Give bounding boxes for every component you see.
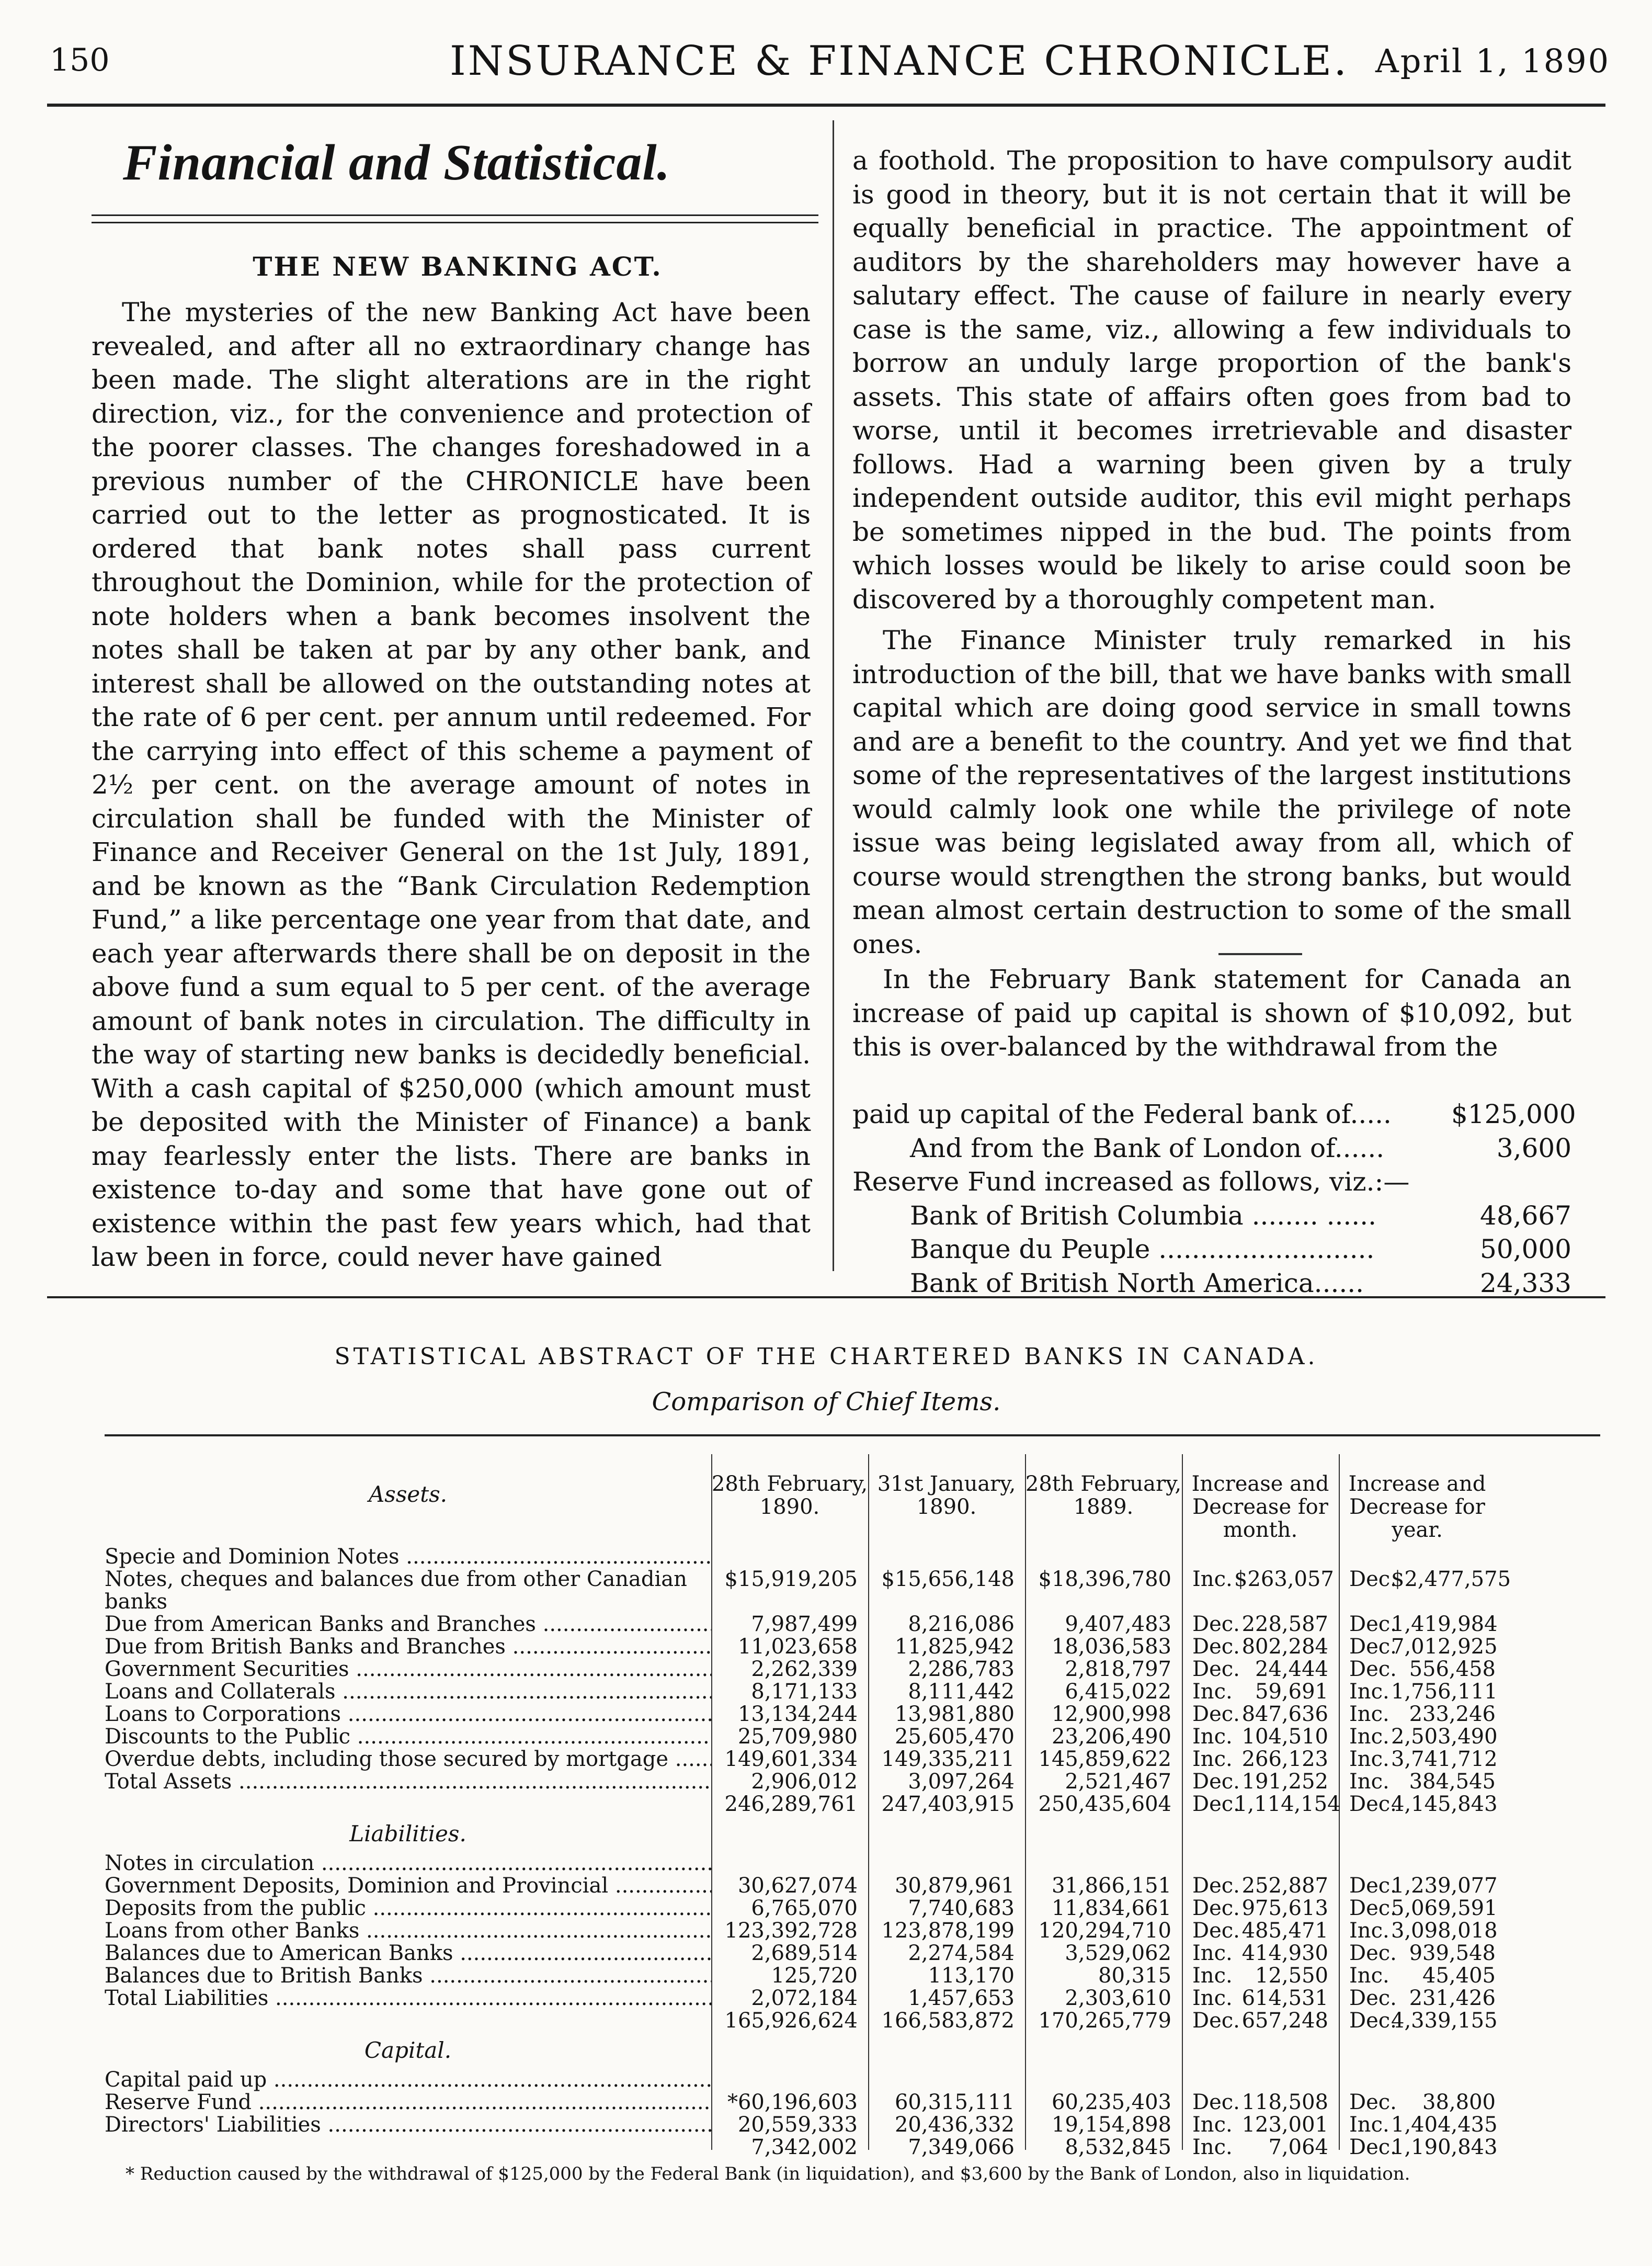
month-change-value: 228,587	[1241, 1612, 1328, 1636]
statement-paragraph: In the February Bank statement for Canada an increase of paid up capital is shown of $10,092, but this is over-balanced by the withdrawal from the	[852, 964, 1571, 1062]
article-paragraph: The Finance Minister truly remarked in his introduction of the bill, that we have banks with small capital which are doing good service in small towns and are a benefit to the country. And yet we find that some of the representatives of the largest institutions would calmly look one while the privilege of note issue was being legislated away from all, which of course would strengthen the strong banks, but would mean almost certain destruction to some of the small ones.	[852, 625, 1571, 959]
year-change-type: Inc.	[1349, 1770, 1389, 1794]
year-change-value: 3,098,018	[1391, 1919, 1498, 1943]
value-jan-1890: 113,170	[928, 1964, 1015, 1988]
year-change-type	[1339, 2069, 1391, 2091]
statement-amount: 24,333	[1480, 1267, 1571, 1298]
year-change-type: Inc.	[1349, 1919, 1389, 1943]
month-change-value: 802,284	[1241, 1635, 1328, 1659]
table-row	[105, 1793, 1600, 1816]
value-feb-1890	[711, 2069, 868, 2091]
statement-label: Banque du Peuple ..........................	[910, 1234, 1375, 1264]
statement-line	[852, 1266, 1571, 1300]
year-change-value: 384,545	[1409, 1770, 1496, 1794]
month-change-type: Inc.	[1192, 1747, 1233, 1771]
row-label: Government Deposits, Dominion and Provincial .....	[105, 1875, 711, 1897]
value-jan-1890: 13,981,880	[894, 1702, 1015, 1726]
value-feb-1889: 2,521,467	[1065, 1770, 1171, 1794]
value-feb-1890: 125,720	[771, 1964, 858, 1988]
value-feb-1890	[711, 1852, 868, 1875]
value-jan-1890: 8,111,442	[908, 1680, 1015, 1704]
year-change-value: 5,069,591	[1391, 1896, 1498, 1920]
value-feb-1889: 250,435,604	[1038, 1792, 1171, 1816]
value-feb-1889: 60,235,403	[1051, 2090, 1171, 2114]
value-feb-1890: 6,765,070	[751, 1896, 858, 1920]
month-change-type: Dec.	[1192, 1635, 1240, 1659]
month-change-type: Inc.	[1192, 2135, 1233, 2159]
article-heading: THE NEW BANKING ACT.	[253, 251, 663, 282]
month-change-value: 485,471	[1241, 1919, 1328, 1943]
year-change-type: Dec.	[1349, 2009, 1397, 2033]
month-change-value	[1234, 1852, 1339, 1875]
month-change-value: 414,930	[1241, 1941, 1328, 1965]
month-change-value: 252,887	[1241, 1874, 1328, 1898]
section-subheading: Liabilities.	[349, 1821, 466, 1846]
table-row	[105, 1748, 1600, 1771]
year-change-value: 45,405	[1422, 1964, 1496, 1988]
row-label: Notes in circulation .....	[105, 1852, 711, 1875]
month-change-value: 104,510	[1241, 1725, 1328, 1749]
month-change-value: 657,248	[1241, 2009, 1328, 2033]
header-month-change: Increase and Decrease for month.	[1191, 1472, 1329, 1542]
bank-statement-lines	[852, 1097, 1576, 1300]
year-change-value: 4,339,155	[1391, 2009, 1498, 2033]
value-feb-1890: 30,627,074	[737, 1874, 858, 1898]
year-change-type: Inc.	[1349, 1680, 1389, 1704]
table-row	[105, 1703, 1600, 1726]
table-row	[105, 1875, 1600, 1897]
table-row	[105, 1546, 1600, 1568]
value-feb-1890: *60,196,603	[727, 2090, 858, 2114]
value-feb-1889: 18,036,583	[1051, 1635, 1171, 1659]
row-label: Loans to Corporations .....	[105, 1703, 711, 1726]
value-jan-1890: 25,605,470	[894, 1725, 1015, 1749]
row-label: Due from American Banks and Branches .....	[105, 1613, 711, 1636]
value-feb-1890: 2,072,184	[751, 1986, 858, 2010]
year-change-type: Dec.	[1349, 1896, 1397, 1920]
value-feb-1890: 2,262,339	[751, 1657, 858, 1681]
value-jan-1890: 2,286,783	[908, 1657, 1015, 1681]
month-change-type: Dec.	[1192, 1919, 1240, 1943]
value-feb-1889: 145,859,622	[1038, 1747, 1171, 1771]
month-change-value: $263,057	[1234, 1567, 1334, 1591]
statement-amount: 50,000	[1480, 1234, 1571, 1264]
year-change-type: Dec.	[1349, 1567, 1397, 1591]
value-feb-1889: 11,834,661	[1051, 1896, 1171, 1920]
statement-line	[852, 1232, 1571, 1266]
value-feb-1890: 7,342,002	[751, 2135, 858, 2159]
table-row	[105, 1771, 1600, 1793]
table-row	[105, 2091, 1600, 2114]
article-paragraph: The mysteries of the new Banking Act have been revealed, and after all no extraordinary change has been made. The slight alterations are in the right direction, viz., for the convenience and protection of the poorer classes. The changes foreshadowed in a previous number of the CHRONICLE have been carried out to the letter as prognosticated. It is ordered that bank notes shall pass current throughout the Dominion, while for the protection of note holders when a bank becomes insolvent the notes shall be taken at par by any other bank, and interest shall be allowed on the outstanding notes at the rate of 6 per cent. per annum until redeemed. For the carrying into effect of this scheme a payment of 2½ per cent. on the average amount of notes in circulation shall be funded with the Minister of Finance and Receiver General on the 1st July, 1891, and be known as the “Bank Circulation Redemption Fund,” a like percentage one year from that date, and each year afterwards there shall be on deposit in the above fund a sum equal to 5 per cent. of the average amount of bank notes in circulation. The difficulty in the way of starting new banks is decidedly beneficial. With a cash capital of $250,000 (which amount must be deposited with the Minister of Finance) a bank may fearlessly enter the lists. There are banks in existence to-day and some that have gone out of existence within the past few years which, had that law been in force, could never have gained	[92, 297, 811, 1272]
year-change-type: Dec.	[1349, 1874, 1397, 1898]
statement-label: paid up capital of the Federal bank of.....	[852, 1099, 1392, 1129]
statement-amount: 48,667	[1480, 1200, 1571, 1231]
header-year-change: Increase and Decrease for year.	[1348, 1472, 1486, 1542]
month-change-value: 266,123	[1241, 1747, 1328, 1771]
row-label: Directors' Liabilities .....	[105, 2114, 711, 2136]
row-label: Due from British Banks and Branches .....	[105, 1636, 711, 1658]
abstract-title: STATISTICAL ABSTRACT OF THE CHARTERED BANKS IN CANADA.	[334, 1343, 1318, 1370]
article-right-column	[852, 144, 1571, 961]
month-change-value: 1,114,154	[1234, 1792, 1341, 1816]
row-label	[105, 2010, 711, 2032]
abstract-rule	[105, 1434, 1600, 1436]
year-change-value	[1391, 2069, 1496, 2091]
year-change-type: Dec.	[1349, 1612, 1397, 1636]
month-change-type: Inc.	[1192, 1567, 1233, 1591]
year-change-value: 1,756,111	[1391, 1680, 1498, 1704]
month-change-value: 118,508	[1241, 2090, 1328, 2114]
value-jan-1890: 123,878,199	[881, 1919, 1015, 1943]
statement-label: Bank of British North America......	[910, 1267, 1364, 1298]
month-change-type: Inc.	[1192, 1964, 1233, 1988]
row-label: Overdue debts, including those secured by mortgage .....	[105, 1748, 711, 1771]
statement-amount: $125,000	[1451, 1099, 1576, 1129]
month-change-value	[1234, 1546, 1339, 1568]
row-label: Total Liabilities .....	[105, 1987, 711, 2010]
statement-line	[852, 1131, 1571, 1165]
table-row	[105, 1942, 1600, 1965]
month-change-type: Inc.	[1192, 1941, 1233, 1965]
year-change-value: 4,145,843	[1391, 1792, 1498, 1816]
row-label: Balances due to British Banks .....	[105, 1965, 711, 1987]
year-change-type: Dec.	[1349, 1792, 1397, 1816]
value-jan-1890	[868, 1546, 1025, 1568]
value-feb-1889	[1025, 2069, 1182, 2091]
section-title: Financial and Statistical.	[123, 134, 671, 191]
row-label: Capital paid up .....	[105, 2069, 711, 2091]
footnote: * Reduction caused by the withdrawal of $125,000 by the Federal Bank (in liquidation), and $3,600 by the Bank of London, also in liquidation.	[126, 2163, 1410, 2184]
row-label: Specie and Dominion Notes .....	[105, 1546, 711, 1568]
value-feb-1889	[1025, 1546, 1182, 1568]
statement-label: And from the Bank of London of......	[910, 1132, 1385, 1163]
year-change-type: Inc.	[1349, 1747, 1389, 1771]
value-feb-1890: 149,601,334	[724, 1747, 858, 1771]
abstract-subtitle: Comparison of Chief Items.	[652, 1387, 1001, 1417]
table-row	[105, 1613, 1600, 1636]
year-change-type: Inc.	[1349, 1964, 1389, 1988]
month-change-type: Dec.	[1192, 1874, 1240, 1898]
value-jan-1890: 8,216,086	[908, 1612, 1015, 1636]
month-change-type	[1182, 1852, 1234, 1875]
table-row	[105, 1965, 1600, 1987]
value-feb-1890: 2,906,012	[751, 1770, 858, 1794]
row-label: Deposits from the public .....	[105, 1897, 711, 1920]
row-label: Total Assets .....	[105, 1771, 711, 1793]
value-feb-1889: 12,900,998	[1051, 1702, 1171, 1726]
article-left-column	[92, 296, 811, 1274]
year-change-type: Inc.	[1349, 2113, 1389, 2137]
year-change-value: 2,503,490	[1391, 1725, 1498, 1749]
month-change-type: Dec.	[1192, 2090, 1240, 2114]
month-change-type: Inc.	[1192, 1680, 1233, 1704]
year-change-type: Inc.	[1349, 1702, 1389, 1726]
statement-line	[852, 1165, 1571, 1199]
month-change-type: Dec.	[1192, 1612, 1240, 1636]
header-feb-1890: 28th February, 1890.	[711, 1472, 868, 1519]
value-feb-1889: 8,532,845	[1065, 2135, 1171, 2159]
statement-label: Reserve Fund increased as follows, viz.:—	[852, 1166, 1410, 1197]
statement-line	[852, 1097, 1576, 1131]
year-change-type: Inc.	[1349, 1725, 1389, 1749]
row-label	[105, 2136, 711, 2159]
year-change-type: Dec.	[1349, 2090, 1397, 2114]
value-jan-1890: 7,349,066	[908, 2135, 1015, 2159]
value-feb-1890: 8,171,133	[751, 1680, 858, 1704]
year-change-value: 38,800	[1422, 2090, 1496, 2114]
month-change-type: Inc.	[1192, 1725, 1233, 1749]
value-jan-1890: 30,879,961	[894, 1874, 1015, 1898]
year-change-type: Dec.	[1349, 1657, 1397, 1681]
value-feb-1889: 2,818,797	[1065, 1657, 1171, 1681]
year-change-value: $2,477,575	[1391, 1567, 1511, 1591]
value-feb-1889: 9,407,483	[1065, 1612, 1171, 1636]
value-jan-1890	[868, 1852, 1025, 1875]
month-change-type: Dec.	[1192, 1657, 1240, 1681]
row-label: Notes, cheques and balances due from other Canadian banks .....	[105, 1568, 711, 1613]
month-change-type: Inc.	[1192, 1986, 1233, 2010]
year-change-value	[1391, 1852, 1496, 1875]
value-jan-1890: 2,274,584	[908, 1941, 1015, 1965]
year-change-value: 1,404,435	[1391, 2113, 1498, 2137]
article-paragraph: a foothold. The proposition to have compulsory audit is good in theory, but it is not certain that it will be equally beneficial in practice. The appointment of auditors by the shareholders may however have a salutary effect. The cause of failure in nearly every case is the same, viz., allowing a few individuals to borrow an unduly large proportion of the bank's assets. This state of affairs often goes from bad to worse, until it becomes irretrievable and disaster follows. Had a warning been given by a truly independent outside auditor, this evil might perhaps be sometimes nipped in the bud. The points from which losses would be likely to arise could soon be discovered by a thoroughly competent man.	[852, 145, 1571, 615]
table-row	[105, 1636, 1600, 1658]
table-row	[105, 2114, 1600, 2136]
year-change-type: Dec.	[1349, 2135, 1397, 2159]
month-change-value: 847,636	[1241, 1702, 1328, 1726]
statement-label: Bank of British Columbia ........ ......	[910, 1200, 1376, 1231]
month-change-type: Dec.	[1192, 2009, 1240, 2033]
column-divider	[833, 120, 834, 1271]
row-label	[105, 1793, 711, 1816]
row-label: Loans and Collaterals .....	[105, 1681, 711, 1703]
section-subheading: Capital.	[364, 2037, 452, 2063]
value-feb-1889: 120,294,710	[1038, 1919, 1171, 1943]
value-feb-1889: 2,303,610	[1065, 1986, 1171, 2010]
page-number: 150	[50, 42, 110, 78]
bank-statement-intro	[852, 962, 1571, 1064]
row-label: Government Securities .....	[105, 1658, 711, 1681]
month-change-type	[1182, 2069, 1234, 2091]
value-jan-1890: $15,656,148	[881, 1567, 1015, 1591]
value-feb-1889: $18,396,780	[1038, 1567, 1171, 1591]
header-assets: Assets.	[368, 1481, 448, 1507]
month-change-value: 59,691	[1255, 1680, 1328, 1704]
month-change-type	[1182, 1546, 1234, 1568]
table-body	[105, 1546, 1600, 2159]
year-change-value: 1,190,843	[1391, 2135, 1498, 2159]
value-jan-1890: 20,436,332	[894, 2113, 1015, 2137]
header-jan-1890: 31st January, 1890.	[877, 1472, 1016, 1519]
table-row	[105, 2136, 1600, 2159]
value-feb-1890: 246,289,761	[724, 1792, 858, 1816]
table-row	[105, 1920, 1600, 1942]
month-change-type: Dec.	[1192, 1770, 1240, 1794]
month-change-value: 12,550	[1255, 1964, 1328, 1988]
year-change-type: Dec.	[1349, 1941, 1397, 1965]
value-jan-1890: 11,825,942	[894, 1635, 1015, 1659]
month-change-type: Dec.	[1192, 1792, 1240, 1816]
value-feb-1889: 23,206,490	[1051, 1725, 1171, 1749]
month-change-type: Dec.	[1192, 1702, 1240, 1726]
value-feb-1890: 11,023,658	[737, 1635, 858, 1659]
value-feb-1889: 170,265,779	[1038, 2009, 1171, 2033]
row-label: Reserve Fund .....	[105, 2091, 711, 2114]
header-feb-1889: 28th February, 1889.	[1025, 1472, 1182, 1519]
statement-amount: 3,600	[1496, 1132, 1571, 1163]
value-feb-1889: 31,866,151	[1051, 1874, 1171, 1898]
value-jan-1890: 149,335,211	[881, 1747, 1015, 1771]
year-change-value	[1391, 1546, 1496, 1568]
year-change-value: 1,239,077	[1391, 1874, 1498, 1898]
value-jan-1890: 247,403,915	[881, 1792, 1015, 1816]
year-change-type: Dec.	[1349, 1635, 1397, 1659]
row-label: Balances due to American Banks .....	[105, 1942, 711, 1965]
value-jan-1890: 3,097,264	[908, 1770, 1015, 1794]
month-change-value: 24,444	[1255, 1657, 1328, 1681]
value-feb-1889: 80,315	[1098, 1964, 1171, 1988]
masthead-rule	[47, 104, 1605, 107]
year-change-value: 1,419,984	[1391, 1612, 1498, 1636]
value-feb-1890: 25,709,980	[737, 1725, 858, 1749]
year-change-value: 7,012,925	[1391, 1635, 1498, 1659]
month-change-value: 614,531	[1241, 1986, 1328, 2010]
value-feb-1890: 123,392,728	[724, 1919, 858, 1943]
value-jan-1890: 1,457,653	[908, 1986, 1015, 2010]
year-change-value: 231,426	[1409, 1986, 1496, 2010]
row-label: Discounts to the Public .....	[105, 1726, 711, 1748]
row-label: Loans from other Banks .....	[105, 1920, 711, 1942]
value-jan-1890: 7,740,683	[908, 1896, 1015, 1920]
value-feb-1889: 19,154,898	[1051, 2113, 1171, 2137]
publication-title: INSURANCE & FINANCE CHRONICLE.	[450, 38, 1349, 85]
value-jan-1890	[868, 2069, 1025, 2091]
month-change-value	[1234, 2069, 1339, 2091]
table-row	[105, 2069, 1600, 2091]
year-change-value: 233,246	[1409, 1702, 1496, 1726]
year-change-value: 939,548	[1409, 1941, 1496, 1965]
statement-line	[852, 1199, 1571, 1233]
section-rule	[92, 222, 818, 223]
table-row	[105, 1658, 1600, 1681]
abstract-table	[105, 1472, 1600, 2159]
month-change-type: Dec.	[1192, 1896, 1240, 1920]
table-row	[105, 1987, 1600, 2010]
table-row	[105, 2010, 1600, 2032]
year-change-type	[1339, 1546, 1391, 1568]
month-change-value: 191,252	[1241, 1770, 1328, 1794]
table-row	[105, 1726, 1600, 1748]
issue-date: April 1, 1890	[1375, 42, 1611, 80]
value-feb-1889	[1025, 1852, 1182, 1875]
month-change-value: 7,064	[1268, 2135, 1328, 2159]
value-feb-1890: 2,689,514	[751, 1941, 858, 1965]
value-feb-1890: 7,987,499	[751, 1612, 858, 1636]
month-change-value: 975,613	[1241, 1896, 1328, 1920]
value-jan-1890: 60,315,111	[894, 2090, 1015, 2114]
value-feb-1890: 165,926,624	[724, 2009, 858, 2033]
statement-amount	[1451, 1165, 1571, 1199]
section-rule	[92, 214, 818, 216]
month-change-value: 123,001	[1241, 2113, 1328, 2137]
year-change-value: 556,458	[1409, 1657, 1496, 1681]
table-row	[105, 1852, 1600, 1875]
month-change-type: Inc.	[1192, 2113, 1233, 2137]
table-row	[105, 1568, 1600, 1613]
year-change-type	[1339, 1852, 1391, 1875]
table-row	[105, 1897, 1600, 1920]
value-feb-1889: 3,529,062	[1065, 1941, 1171, 1965]
value-feb-1889: 6,415,022	[1065, 1680, 1171, 1704]
separator	[1218, 953, 1302, 955]
value-feb-1890: 13,134,244	[737, 1702, 858, 1726]
year-change-type: Dec.	[1349, 1986, 1397, 2010]
table-row	[105, 1681, 1600, 1703]
value-feb-1890: $15,919,205	[724, 1567, 858, 1591]
value-feb-1890: 20,559,333	[737, 2113, 858, 2137]
value-feb-1890	[711, 1546, 868, 1568]
year-change-value: 3,741,712	[1391, 1747, 1498, 1771]
divider-rule	[47, 1296, 1605, 1298]
value-jan-1890: 166,583,872	[881, 2009, 1015, 2033]
table-header	[105, 1472, 1600, 1546]
